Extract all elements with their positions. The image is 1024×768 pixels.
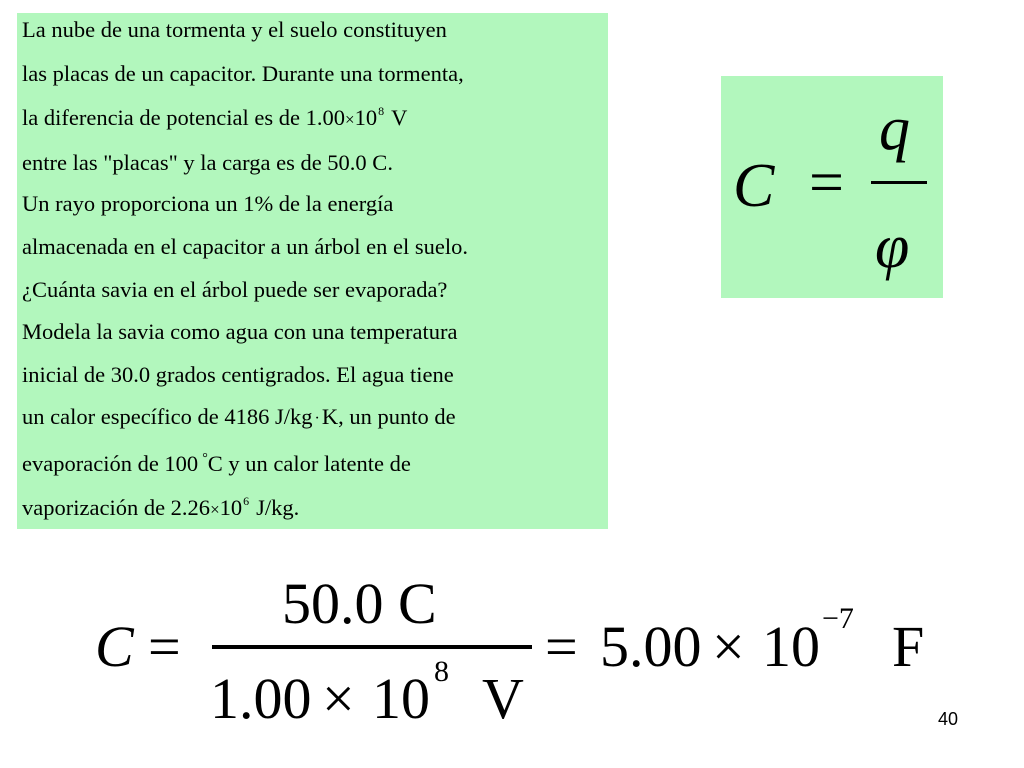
problem-line: ¿Cuánta savia en el árbol puede ser evaporada? xyxy=(22,277,448,302)
problem-text: C y un calor latente de xyxy=(207,451,411,476)
problem-line xyxy=(22,105,407,134)
times-symbol: × xyxy=(344,110,355,129)
calc-numerator: 50.0 C xyxy=(282,571,437,636)
unit-text: J/kg. xyxy=(256,495,300,520)
dot-symbol: · xyxy=(314,410,320,427)
problem-text: 10 xyxy=(219,495,243,520)
problem-statement-box xyxy=(17,13,608,529)
formula-capacitance-symbol: C xyxy=(733,152,775,220)
formula-numerator-charge: q xyxy=(879,95,910,163)
exponent: 6 xyxy=(243,494,250,508)
calc-equals-sign: = xyxy=(545,614,578,679)
exponent: 8 xyxy=(378,104,385,118)
problem-text: un calor específico de 4186 J/kg xyxy=(22,404,313,429)
calc-equals-sign: = xyxy=(148,614,181,679)
calc-denominator-times: × xyxy=(322,666,355,731)
calc-result-times: × xyxy=(712,614,745,679)
problem-text: evaporación de 100 xyxy=(22,451,199,476)
formula-equals-sign: = xyxy=(809,149,844,217)
problem-line: Un rayo proporciona un 1% de la energía xyxy=(22,191,394,216)
calc-denominator-unit: V xyxy=(482,666,524,731)
capacitance-formula-box xyxy=(721,76,943,298)
problem-line xyxy=(22,404,456,433)
calc-denominator-base: 10 xyxy=(372,666,430,731)
problem-line: las placas de un capacitor. Durante una tormenta, xyxy=(22,61,464,86)
problem-line xyxy=(22,451,411,481)
calc-fraction-bar xyxy=(212,645,532,649)
calc-capacitance-symbol: C xyxy=(95,614,134,679)
times-symbol: × xyxy=(210,500,220,519)
problem-line: entre las "placas" y la carga es de 50.0 C. xyxy=(22,150,393,175)
problem-line: almacenada en el capacitor a un árbol en el suelo. xyxy=(22,234,469,259)
calc-result-exponent: −7 xyxy=(822,602,854,635)
problem-line: La nube de una tormenta y el suelo constituyen xyxy=(22,17,447,42)
calc-result-mantissa: 5.00 xyxy=(600,614,702,679)
problem-text: vaporización de 2.26 xyxy=(22,495,211,520)
problem-line: inicial de 30.0 grados centigrados. El agua tiene xyxy=(22,362,454,387)
problem-text: la diferencia de potencial es de 1.00 xyxy=(22,105,345,130)
problem-line xyxy=(22,495,299,524)
calc-result-unit: F xyxy=(892,614,925,679)
calc-denominator-mantissa: 1.00 xyxy=(210,666,312,731)
slide-number: 40 xyxy=(938,709,959,729)
calc-denominator-exponent: 8 xyxy=(434,655,449,688)
unit-text: V xyxy=(391,105,408,130)
problem-text: 10 xyxy=(354,105,378,130)
problem-text: K, un punto de xyxy=(321,404,456,429)
degree-symbol: ° xyxy=(202,451,208,466)
problem-line: Modela la savia como agua con una temperatura xyxy=(22,319,458,344)
calc-result-base: 10 xyxy=(762,614,820,679)
formula-denominator-potential: φ xyxy=(875,213,910,281)
formula-fraction-bar xyxy=(871,181,927,184)
